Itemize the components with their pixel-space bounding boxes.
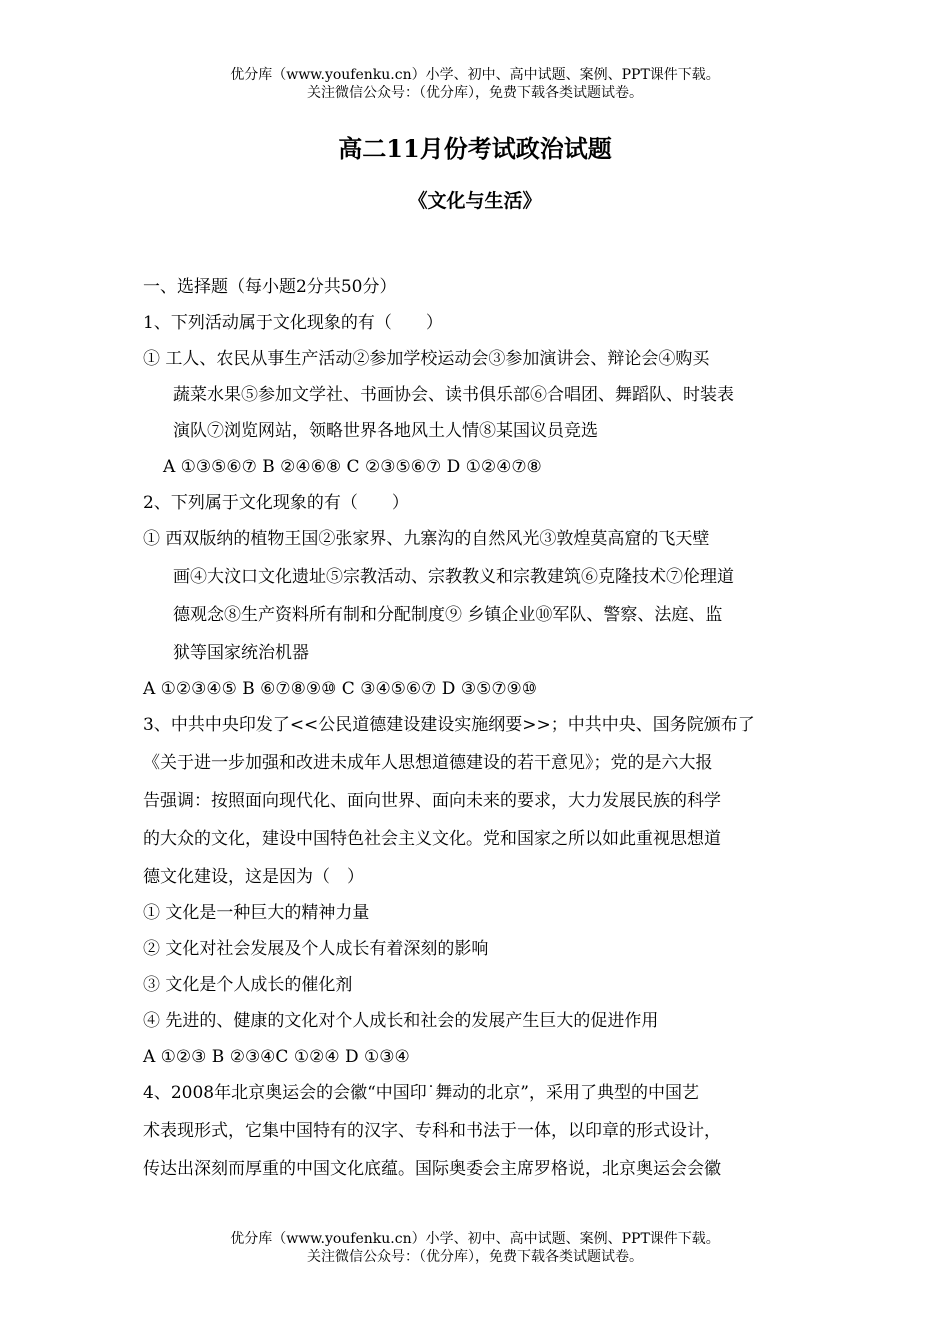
question-1-options: A ①③⑤⑥⑦ B ②④⑥⑧ C ②③⑤⑥⑦ D ①②④⑦⑧ xyxy=(163,457,542,477)
question-1-stem: 1、下列活动属于文化现象的有（ ） xyxy=(143,313,443,333)
question-2-line: 画④大汶口文化遗址⑤宗教活动、宗教教义和宗教建筑⑥克隆技术⑦伦理道 xyxy=(173,567,734,587)
question-3-line: 告强调：按照面向现代化、面向世界、面向未来的要求，大力发展民族的科学 xyxy=(143,791,721,811)
question-3-choice: ③ 文化是个人成长的催化剂 xyxy=(143,975,353,995)
page-footer xyxy=(0,1230,950,1266)
question-3-options: A ①②③ B ②③④C ①②④ D ①③④ xyxy=(143,1047,410,1067)
exam-content xyxy=(143,273,813,1193)
section-heading: 一、选择题（每小题2分共50分） xyxy=(143,277,397,297)
question-4-line: 术表现形式，它集中国特有的汉字、专科和书法于一体，以印章的形式设计， xyxy=(143,1121,721,1141)
question-3-choice: ④ 先进的、健康的文化对个人成长和社会的发展产生巨大的促进作用 xyxy=(143,1011,659,1031)
question-3-choice: ① 文化是一种巨大的精神力量 xyxy=(143,903,370,923)
question-3-choice: ② 文化对社会发展及个人成长有着深刻的影响 xyxy=(143,939,489,959)
question-1-line: 演队⑦浏览网站，领略世界各地风土人情⑧某国议员竞选 xyxy=(173,421,598,441)
question-1-line: ① 工人、农民从事生产活动②参加学校运动会③参加演讲会、辩论会④购买 xyxy=(143,349,710,369)
question-2-line: ① 西双版纳的植物王国②张家界、九寨沟的自然风光③敦煌莫高窟的飞天壁 xyxy=(143,529,710,549)
footer-line-1: 优分库（www.youfenku.cn）小学、初中、高中试题、案例、PPT课件下载。 xyxy=(230,1231,720,1247)
question-2-line: 德观念⑧生产资料所有制和分配制度⑨ 乡镇企业⑩军队、警察、法庭、监 xyxy=(173,605,723,625)
header-line-1: 优分库（www.youfenku.cn）小学、初中、高中试题、案例、PPT课件下载。 xyxy=(230,67,720,83)
footer-line-2: 关注微信公众号：（优分库），免费下载各类试题试卷。 xyxy=(307,1249,643,1265)
question-2-stem: 2、下列属于文化现象的有（ ） xyxy=(143,493,409,513)
header-line-2: 关注微信公众号：（优分库），免费下载各类试题试卷。 xyxy=(307,85,643,101)
question-2-line: 狱等国家统治机器 xyxy=(173,643,309,663)
page-title: 高二11月份考试政治试题 xyxy=(338,134,612,163)
question-1-line: 蔬菜水果⑤参加文学社、书画协会、读书俱乐部⑥合唱团、舞蹈队、时装表 xyxy=(173,385,734,405)
question-3-line: 《关于进一步加强和改进未成年人思想道德建设的若干意见》；党的是六大报 xyxy=(143,753,713,773)
page-header xyxy=(0,66,950,102)
page-subtitle: 《文化与生活》 xyxy=(408,190,542,212)
question-4-line: 传达出深刻而厚重的中国文化底蕴。国际奥委会主席罗格说，北京奥运会会徽 xyxy=(143,1159,721,1179)
question-2-options: A ①②③④⑤ B ⑥⑦⑧⑨⑩ C ③④⑤⑥⑦ D ③⑤⑦⑨⑩ xyxy=(143,679,538,699)
question-3-line: 德文化建设，这是因为（ ） xyxy=(143,867,364,887)
question-3-line: 的大众的文化，建设中国特色社会主义文化。党和国家之所以如此重视思想道 xyxy=(143,829,721,849)
question-4-line: 4、2008年北京奥运会的会徽“中国印˙舞动的北京”，采用了典型的中国艺 xyxy=(143,1083,699,1103)
question-3-line: 3、中共中央印发了<<公民道德建设建设实施纲要>>；中共中央、国务院颁布了 xyxy=(143,715,755,735)
